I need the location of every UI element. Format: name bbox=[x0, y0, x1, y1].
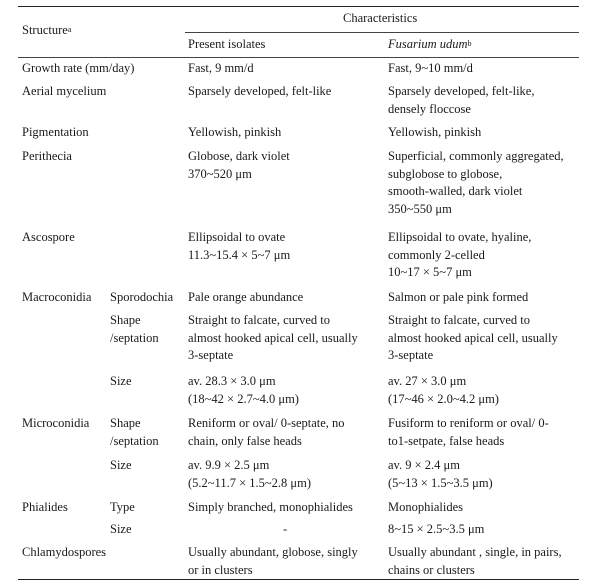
cell-line: Ellipsoidal to ovate bbox=[188, 230, 286, 244]
cell-fusarium-macro-shape bbox=[388, 312, 558, 365]
cell-present-micro-shape bbox=[188, 415, 345, 450]
cell-line: (5.2~11.7 × 1.5~2.8 μm) bbox=[188, 475, 311, 490]
cell-line: (18~42 × 2.7~4.0 μm) bbox=[188, 391, 299, 406]
cell-line: Globose, dark violet bbox=[188, 149, 290, 163]
sub-label-micro-size: Size bbox=[110, 458, 132, 472]
table-top-rule bbox=[18, 6, 579, 7]
header-bottom-rule bbox=[18, 57, 579, 58]
cell-line: subglobose to globose, bbox=[388, 166, 503, 181]
header-present-isolates: Present isolates bbox=[188, 37, 266, 51]
cell-line: chain, only false heads bbox=[188, 433, 302, 448]
cell-present-phialides-size: - bbox=[283, 522, 288, 536]
cell-fusarium-aerial-mycelium bbox=[388, 83, 534, 118]
cell-line: Shape bbox=[110, 313, 141, 327]
sub-label-micro-shape bbox=[110, 415, 159, 450]
cell-line: Usually abundant, globose, singly bbox=[188, 545, 358, 559]
row-label-growth-rate: Growth rate (mm/day) bbox=[22, 61, 135, 75]
cell-present-chlamydospores bbox=[188, 544, 358, 579]
cell-line: Superficial, commonly aggregated, bbox=[388, 149, 564, 163]
cell-line: Straight to falcate, curved to bbox=[188, 313, 330, 327]
cell-present-macro-shape bbox=[188, 312, 358, 365]
cell-line: av. 28.3 × 3.0 μm bbox=[188, 374, 276, 388]
cell-present-aerial-mycelium: Sparsely developed, felt-like bbox=[188, 84, 332, 98]
cell-line: Fusiform to reniform or oval/ 0- bbox=[388, 416, 549, 430]
sub-label-sporodochia: Sporodochia bbox=[110, 290, 174, 304]
row-label-chlamydospores: Chlamydospores bbox=[22, 545, 107, 559]
cell-line: av. 9 × 2.4 μm bbox=[388, 458, 460, 472]
table-bottom-rule bbox=[18, 579, 579, 580]
cell-line: 3-septate bbox=[188, 348, 234, 362]
cell-line: almost hooked apical cell, usually bbox=[188, 330, 358, 345]
row-label-macroconidia: Macroconidia bbox=[22, 290, 92, 304]
row-label-microconidia: Microconidia bbox=[22, 416, 90, 430]
cell-present-pigmentation: Yellowish, pinkish bbox=[188, 125, 282, 139]
cell-line: or in clusters bbox=[188, 562, 253, 577]
row-label-phialides: Phialides bbox=[22, 500, 68, 514]
cell-line: Sparsely developed, felt-like, bbox=[388, 84, 535, 98]
cell-present-micro-size bbox=[188, 457, 311, 492]
cell-fusarium-macro-size bbox=[388, 373, 499, 408]
cell-fusarium-perithecia bbox=[388, 148, 564, 218]
row-label-pigmentation: Pigmentation bbox=[22, 125, 89, 139]
cell-fusarium-micro-size bbox=[388, 457, 493, 492]
cell-present-macro-size bbox=[188, 373, 299, 408]
cell-line: commonly 2-celled bbox=[388, 247, 485, 262]
cell-line: to1-setpate, false heads bbox=[388, 433, 505, 448]
sub-label-phialides-type: Type bbox=[110, 500, 135, 514]
header-structure: Structure$^a$ bbox=[22, 23, 72, 37]
header-characteristics: Characteristics bbox=[343, 11, 418, 25]
cell-line: Ellipsoidal to ovate, hyaline, bbox=[388, 230, 532, 244]
cell-line: 3-septate bbox=[388, 348, 434, 362]
cell-present-ascospore bbox=[188, 229, 290, 264]
row-label-perithecia: Perithecia bbox=[22, 149, 72, 163]
cell-present-sporodochia: Pale orange abundance bbox=[188, 290, 304, 304]
cell-present-perithecia bbox=[188, 148, 290, 183]
cell-fusarium-phialides-type: Monophialides bbox=[388, 500, 463, 514]
sub-label-phialides-size: Size bbox=[110, 522, 132, 536]
cell-line: av. 27 × 3.0 μm bbox=[388, 374, 467, 388]
cell-line: /septation bbox=[110, 433, 159, 448]
cell-fusarium-sporodochia: Salmon or pale pink formed bbox=[388, 290, 529, 304]
cell-line: Reniform or oval/ 0-septate, no bbox=[188, 416, 345, 430]
cell-line: /septation bbox=[110, 330, 159, 345]
row-label-ascospore: Ascospore bbox=[22, 230, 75, 244]
cell-line: almost hooked apical cell, usually bbox=[388, 330, 558, 345]
cell-fusarium-ascospore bbox=[388, 229, 531, 282]
cell-fusarium-micro-shape bbox=[388, 415, 549, 450]
cell-fusarium-chlamydospores bbox=[388, 544, 562, 579]
cell-line: Usually abundant , single, in pairs, bbox=[388, 545, 562, 559]
cell-fusarium-pigmentation: Yellowish, pinkish bbox=[388, 125, 482, 139]
cell-fusarium-phialides-size: 8~15 × 2.5~3.5 μm bbox=[388, 522, 485, 536]
cell-line: 370~520 μm bbox=[188, 166, 252, 181]
cell-line: Straight to falcate, curved to bbox=[388, 313, 530, 327]
sub-label-macro-size: Size bbox=[110, 374, 132, 388]
cell-line: 350~550 μm bbox=[388, 201, 452, 216]
cell-line: densely floccose bbox=[388, 101, 471, 116]
cell-present-growth-rate: Fast, 9 mm/d bbox=[188, 61, 254, 75]
header-fusarium-udum: Fusarium udum$^b$ bbox=[388, 37, 472, 51]
cell-line: (17~46 × 2.0~4.2 μm) bbox=[388, 391, 499, 406]
cell-line: (5~13 × 1.5~3.5 μm) bbox=[388, 475, 493, 490]
row-label-aerial-mycelium: Aerial mycelium bbox=[22, 84, 107, 98]
cell-fusarium-growth-rate: Fast, 9~10 mm/d bbox=[388, 61, 473, 75]
cell-present-phialides-type: Simply branched, monophialides bbox=[188, 500, 353, 514]
cell-line: 11.3~15.4 × 5~7 μm bbox=[188, 247, 291, 262]
cell-line: chains or clusters bbox=[388, 562, 475, 577]
cell-line: av. 9.9 × 2.5 μm bbox=[188, 458, 270, 472]
characteristics-rule bbox=[185, 32, 579, 33]
cell-line: Shape bbox=[110, 416, 141, 430]
sub-label-macro-shape bbox=[110, 312, 159, 347]
cell-line: 10~17 × 5~7 μm bbox=[388, 265, 472, 279]
cell-line: smooth-walled, dark violet bbox=[388, 184, 523, 198]
